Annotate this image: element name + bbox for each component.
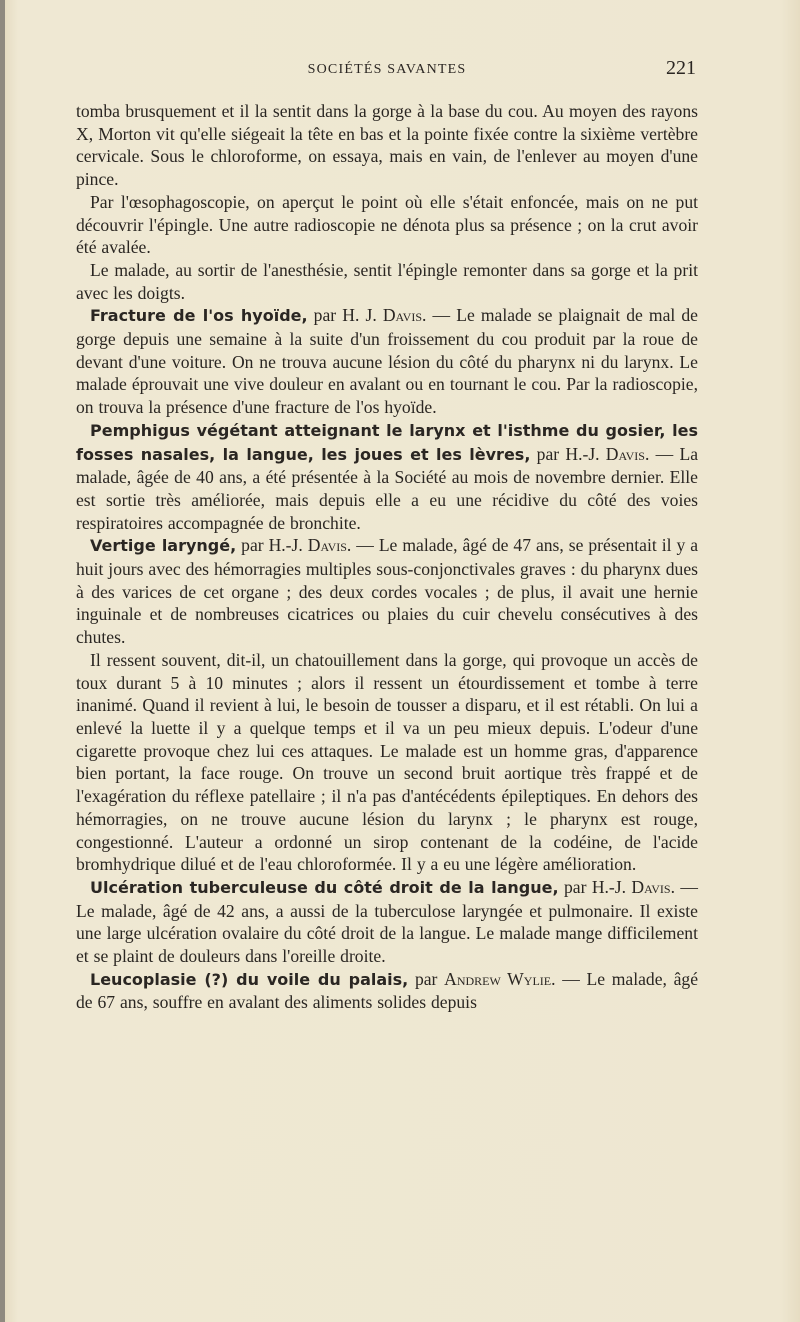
section-heading: Fracture de l'os hyoïde, — [90, 306, 308, 326]
section-heading: Ulcération tuberculeuse du côté droit de la langue, — [90, 877, 559, 897]
paragraph-text: — Le malade, âgé de 67 ans, souffre en avalant des aliments solides depuis — [76, 968, 699, 1013]
paragraph-text: Il ressent souvent, dit-il, un chatouillement dans la gorge, qui provoque un accès de toux durant 5 à 10 minutes ; alors il ressent un étourdissement et tombe à terre inanimé. Quand il revient à lui, le besoin de tousser a disparu, et il est rétabli. On lui a enlevé la luette il y a quelque temps et il va un peu mieux depuis. L'odeur d'une cigarette provoque chez lui ces attaques. Le malade est un homme gras, d'apparence bien portant, la face rouge. On trouve un second bruit aortique très frappé et de l'exagération du réflexe patellaire ; il n'a pas d'antécédents épileptiques. En dehors des hémorragies, on ne trouve aucune lésion du larynx ; le pharynx est rouge, congestionné. L'auteur a ordonné un sirop contenant de la codéine, de l'acide bromhydrique dilué et de l'eau chloroformée. Il y a eu une légère amélioration. — [76, 649, 698, 875]
author-name: H. J. Davis. — [342, 305, 427, 326]
by-word: par — [307, 305, 343, 326]
paragraph — [76, 191, 698, 259]
paragraph-text: — Le malade, âgé de 47 ans, se présentait il y a huit jours avec des hémorragies multiples sous-conjonctivales graves : du pharynx dues à des varices de cet organe ; des deux cordes vocales ; de plus, il avait une hernie inguinale et de nombreuses cicatrices ou plaies du cuir chevelu consécutives à des chutes. — [76, 535, 699, 648]
body-text — [76, 100, 698, 1014]
section-heading: Vertige laryngé, — [90, 536, 237, 556]
page-number: 221 — [666, 57, 696, 79]
by-word: par — [558, 876, 592, 897]
paragraph — [76, 100, 698, 191]
by-word: par — [408, 968, 445, 989]
section-heading: Pemphigus végétant atteignant le larynx et l'isthme du gosier, les fosses nasales, la langue, les joues et les lèvres, — [76, 420, 698, 464]
page-header — [76, 57, 698, 87]
paragraph — [76, 419, 698, 535]
paragraph-text: tomba brusquement et il la sentit dans la gorge à la base du cou. Au moyen des rayons X, Morton vit qu'elle siégeait la tête en bas et la pointe fixée contre la sixième vertèbre cervicale. Sous le chloroforme, on essaya, mais en vain, de l'enlever au moyen d'une pince. — [76, 101, 698, 190]
paragraph — [76, 649, 698, 876]
author-name: H.-J. Davis. — [565, 443, 650, 464]
paragraph — [76, 968, 698, 1014]
page-edge-shadow — [0, 0, 5, 1322]
author-name: Andrew Wylie. — [444, 968, 556, 989]
author-name: H.-J. Davis. — [268, 535, 352, 556]
running-title: SOCIÉTÉS SAVANTES — [307, 62, 467, 77]
paragraph — [76, 259, 698, 304]
paragraph-text: — Le malade se plaignait de mal de gorge depuis une semaine à la suite d'un froissement du cou produit par la roue de devant d'une voiture. On ne trouva aucune lésion du côté du pharynx ni du larynx. Le malade éprouvait une vive douleur en avalant ou en tournant le cou. Par la radioscopie, on trouva la présence d'une fracture de l'os hyoïde. — [76, 305, 698, 418]
paragraph — [76, 876, 698, 968]
paragraph-text: — La malade, âgée de 40 ans, a été présentée à la Société au mois de novembre dernier. Elle est sortie très améliorée, mais depuis elle a eu une récidive du côté des voies respiratoires accompagnée de bronchite. — [76, 443, 699, 533]
section-heading: Leucoplasie (?) du voile du palais, — [90, 969, 409, 989]
paragraph — [76, 304, 698, 419]
paragraph-text: Le malade, au sortir de l'anesthésie, sentit l'épingle remonter dans sa gorge et la prit avec les doigts. — [76, 259, 698, 303]
paragraph-text: — Le malade, âgé de 42 ans, a aussi de la tuberculose laryngée et pulmonaire. Il existe une large ulcération ovalaire du côté droit de la langue. Le malade mange difficilement et se plaint de douleurs dans l'oreille droite. — [76, 876, 698, 967]
author-name: H.-J. Davis. — [591, 876, 675, 897]
by-word: par — [236, 535, 269, 556]
paragraph-text: Par l'œsophagoscopie, on aperçut le point où elle s'était enfoncée, mais on ne put découvrir l'épingle. Une autre radioscopie ne dénota plus sa présence ; on la crut avoir été avalée. — [76, 191, 698, 258]
by-word: par — [530, 443, 566, 464]
paragraph — [76, 534, 698, 649]
